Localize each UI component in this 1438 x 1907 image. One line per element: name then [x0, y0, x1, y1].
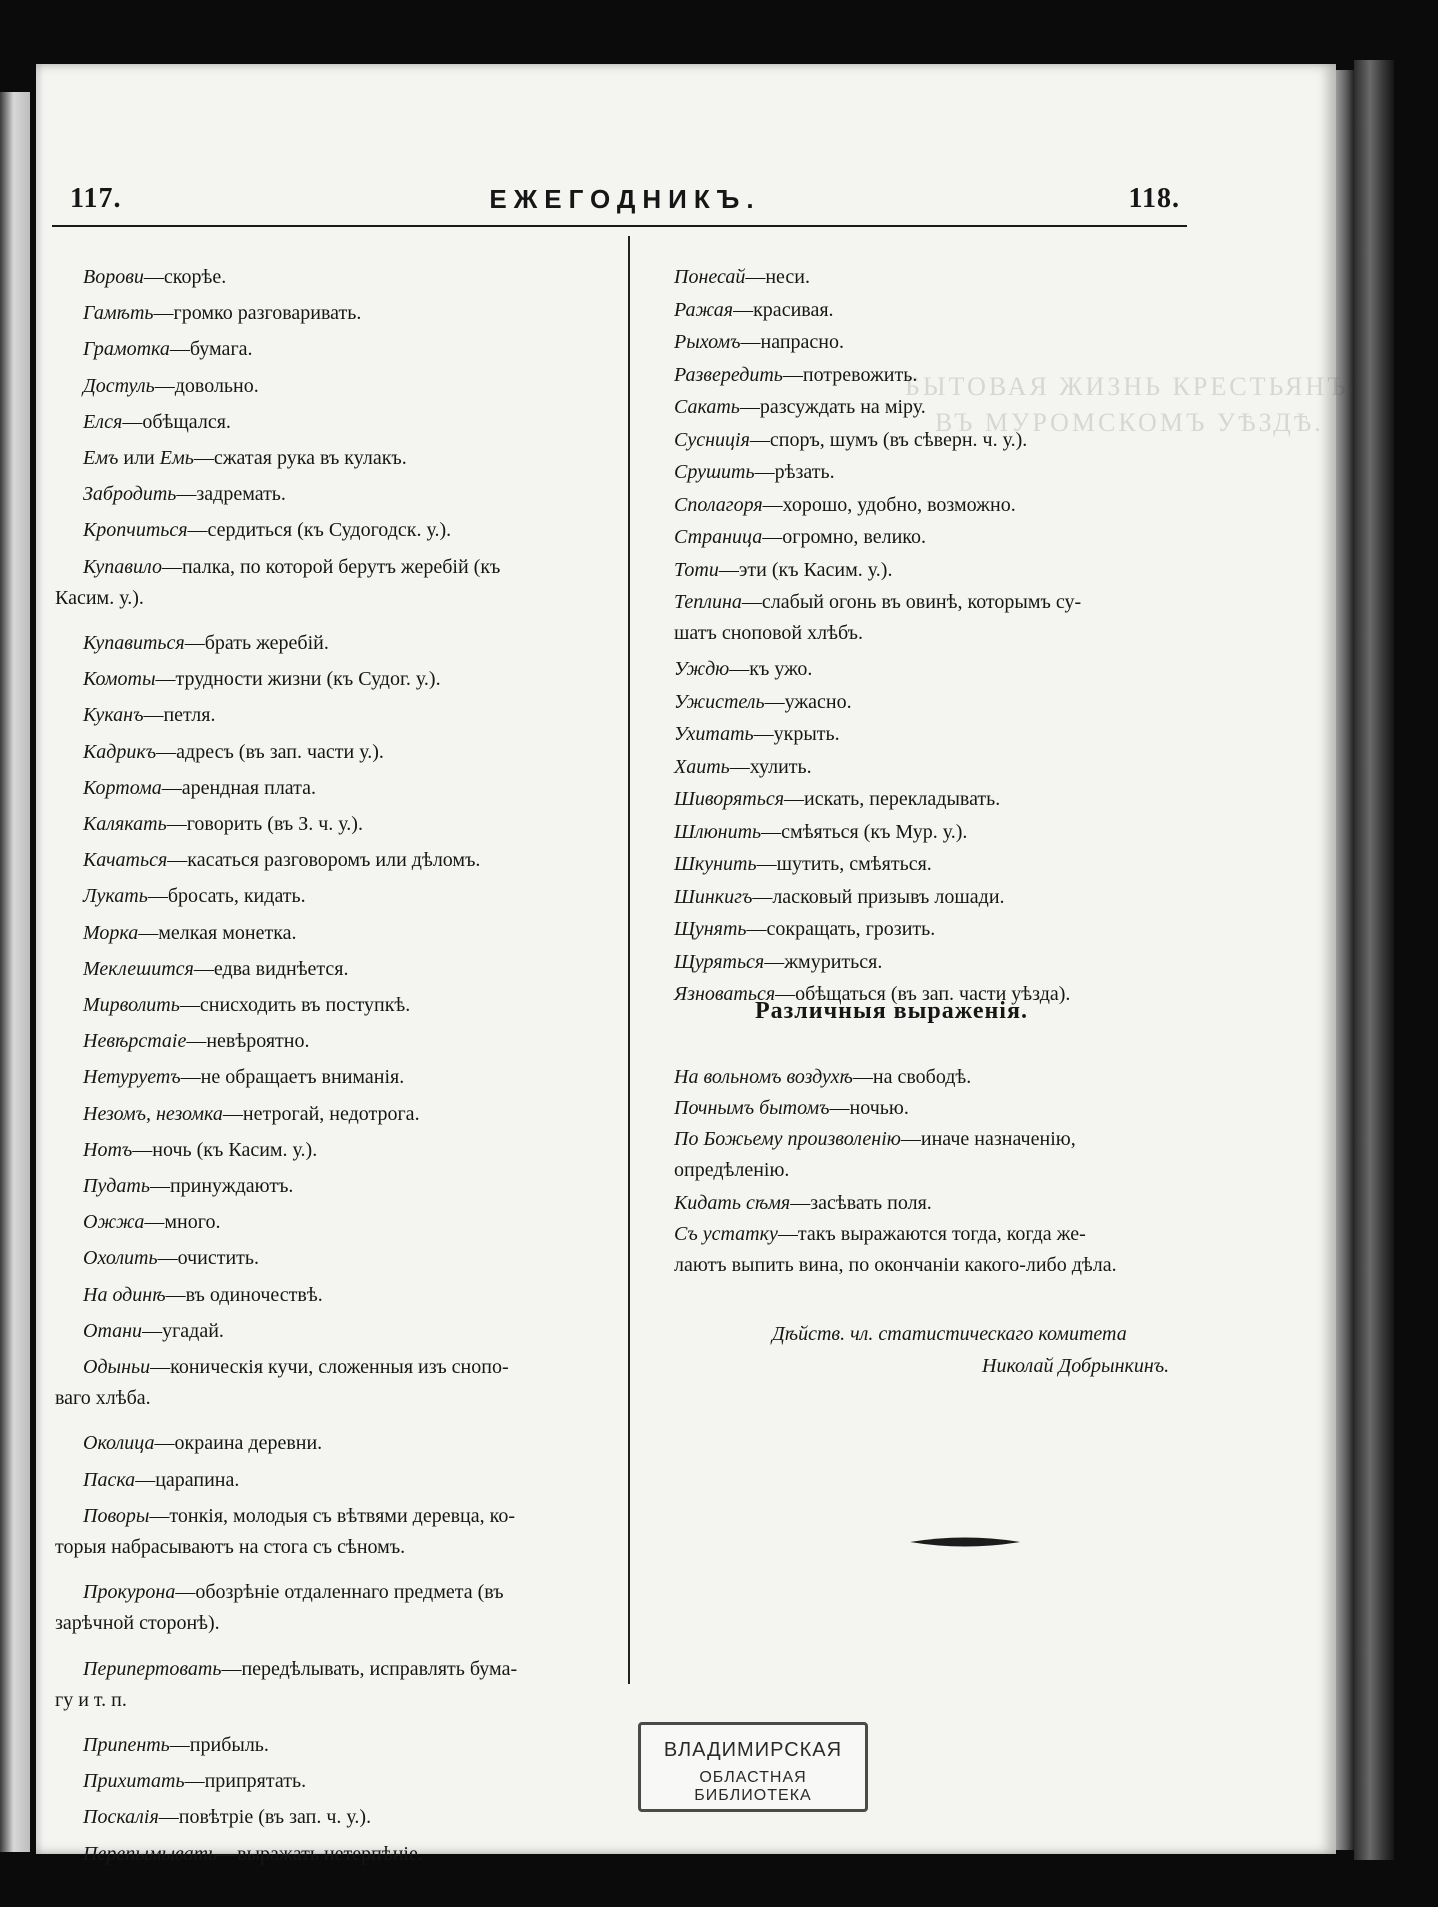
dictionary-entry [672, 425, 1220, 456]
definition: —петля. [143, 704, 216, 727]
definition-continuation: зарѣчной сторонѣ). [55, 1612, 220, 1635]
dictionary-entry [55, 1577, 615, 1639]
dictionary-entry [672, 784, 1220, 815]
running-header [70, 183, 1180, 223]
definition: —снисходить въ поступкѣ. [179, 994, 411, 1016]
definition: —смѣяться (къ Мур. у.). [761, 820, 968, 843]
book-cover-edge [1354, 60, 1394, 1860]
dictionary-entry [55, 371, 615, 402]
stamp-line-1: ВЛАДИМИРСКАЯ [663, 1739, 843, 1761]
definition: —сердиться (къ Судогодск. у.). [187, 519, 452, 542]
definition: —напрасно. [740, 331, 845, 353]
dictionary-entry [672, 687, 1220, 718]
headword: Уждю [674, 658, 730, 680]
headword: Понесай [674, 266, 746, 288]
dictionary-entry [55, 1802, 615, 1833]
headword: Сакать [674, 396, 740, 418]
headword: Меклешится [83, 957, 194, 980]
headword: Шиворяться [674, 788, 785, 810]
headword: Рыхомъ [674, 331, 741, 353]
dictionary-entry [55, 479, 615, 510]
dictionary-entry [55, 1730, 615, 1761]
definition: —скорѣе. [143, 266, 227, 288]
headword: Шкунить [674, 853, 757, 875]
definition: —рѣзать. [754, 461, 835, 483]
definition: —передѣлывать, исправлять бума- [221, 1657, 518, 1680]
headword: Прихитать [83, 1770, 185, 1793]
definition: —ужасно. [764, 690, 852, 713]
headword: Прокурона [83, 1581, 176, 1604]
headword: Поворы [83, 1504, 150, 1527]
dictionary-entry [672, 587, 1220, 649]
definition: —выражать нетерпѣніе. [217, 1842, 423, 1865]
headword: Калякать [83, 813, 167, 835]
definition: —обѣщаться (въ зап. части уѣзда). [775, 983, 1071, 1005]
definition: —засѣвать поля. [790, 1192, 932, 1214]
dictionary-entry [55, 737, 615, 768]
dictionary-entry [55, 809, 615, 840]
headword: Язноваться [674, 983, 776, 1005]
dictionary-entry [672, 522, 1220, 553]
dictionary-entry [672, 1219, 1220, 1281]
definition-continuation: лаютъ выпить вина, по окончаніи какого-либо дѣла. [674, 1254, 1117, 1276]
headword: Невѣрстаіе [83, 1030, 187, 1053]
definition: —повѣтріе (въ зап. ч. у.). [158, 1806, 372, 1829]
headword: Нетуруетъ [83, 1066, 181, 1089]
definition: —потревожить. [782, 363, 918, 386]
dictionary-entry [55, 334, 615, 365]
headword: Ражая [674, 298, 734, 321]
headword: Шинкигъ [674, 885, 753, 908]
definition: —обѣщался. [122, 410, 231, 433]
dictionary-entry [55, 1428, 615, 1459]
headword: Припенть [83, 1734, 170, 1756]
dictionary-entry [55, 628, 615, 659]
headword: Достуль [83, 374, 155, 397]
headword: Околица [83, 1432, 155, 1455]
dictionary-entry [672, 914, 1220, 945]
dictionary-entry [55, 664, 615, 695]
headword: Кадрикъ [83, 740, 157, 763]
definition: —бросать, кидать. [147, 885, 306, 908]
definition: —едва виднѣется. [193, 957, 349, 980]
signature-name: Николай Добрынкинъ. [982, 1355, 1170, 1377]
dictionary-entry [672, 392, 1220, 423]
headword: Лукать [83, 885, 148, 908]
headword: Емъ [83, 447, 119, 469]
definition: —разсуждать на міру. [739, 396, 926, 418]
definition-continuation: Касим. у.). [55, 586, 144, 609]
definition: —неси. [745, 266, 811, 288]
dictionary-entry [55, 1654, 615, 1716]
definition: —на свободѣ. [852, 1066, 972, 1088]
definition: —угадай. [142, 1319, 224, 1342]
definition: —прибыль. [169, 1734, 269, 1756]
definition: —брать жеребій. [184, 632, 329, 654]
dictionary-entry [55, 954, 615, 985]
headword: Пудать [83, 1175, 150, 1197]
definition: —хулить. [729, 755, 812, 778]
dictionary-entry [672, 947, 1220, 978]
stamp-line-2: ОБЛАСТНАЯ БИБЛИОТЕКА [694, 1769, 812, 1804]
definition: —искать, перекладывать. [784, 788, 1001, 810]
headword: На одинѣ [83, 1283, 166, 1306]
headword: Страница [674, 526, 763, 548]
dictionary-entry [672, 882, 1220, 913]
headword: Перепымывать [83, 1842, 218, 1865]
headword: Кропчиться [83, 519, 188, 542]
dictionary-entry [672, 1124, 1220, 1186]
dictionary-entry [672, 849, 1220, 880]
headword: Одыньи [83, 1356, 151, 1378]
headword: Морка [83, 921, 139, 944]
headword: Комоты [83, 668, 156, 691]
definition: —красивая. [733, 298, 834, 321]
definition: —трудности жизни (къ Судог. у.). [155, 668, 441, 691]
definition: —касаться разговоромъ или дѣломъ. [167, 849, 481, 872]
headword: Ухитать [674, 723, 754, 745]
dictionary-entry [55, 1839, 615, 1870]
dictionary-entry [55, 1062, 615, 1093]
definition: —ласковый призывъ лошади. [752, 885, 1005, 908]
definition: —иначе назначенію, [900, 1128, 1076, 1150]
definition: —ночь (къ Касим. у.). [132, 1138, 318, 1161]
headword: Ожжа [83, 1211, 145, 1234]
dictionary-entry [55, 918, 615, 949]
headword: Гамѣть [83, 302, 154, 325]
page-number-right: 118. [1128, 183, 1180, 214]
definition: —палка, по которой берутъ жеребій (къ [161, 555, 501, 578]
dictionary-entry [55, 1026, 615, 1057]
headword-connector: или [118, 447, 160, 469]
header-rule [52, 225, 1187, 227]
definition-continuation: ваго хлѣба. [55, 1387, 151, 1409]
dictionary-entry [672, 262, 1220, 293]
dictionary-entry [55, 990, 615, 1021]
dictionary-entry [55, 1280, 615, 1311]
dictionary-entry [55, 262, 615, 293]
dictionary-entry [55, 1099, 615, 1130]
headword: Качаться [83, 849, 168, 872]
headword: Съ устатку [674, 1223, 778, 1245]
headword: Развередить [674, 363, 783, 386]
dictionary-entry [55, 407, 615, 438]
definition: —задремать. [176, 483, 286, 506]
dictionary-entry [672, 752, 1220, 783]
page-stack-edge [1336, 70, 1354, 1850]
definition: —мелкая монетка. [138, 921, 297, 944]
definition: —громко разговаривать. [153, 302, 362, 325]
dictionary-entry [672, 555, 1220, 586]
definition: —нетрогай, недотрога. [222, 1102, 420, 1125]
definition: —укрыть. [753, 723, 840, 745]
dictionary-entry [672, 719, 1220, 750]
dictionary-entry [672, 1188, 1220, 1219]
definition: —принуждаютъ. [149, 1175, 294, 1197]
dictionary-entry [55, 1171, 615, 1202]
definition: —говорить (въ З. ч. у.). [166, 813, 363, 835]
dictionary-entry [55, 515, 615, 546]
dictionary-entry [55, 298, 615, 329]
closing-ornament [910, 1535, 1020, 1549]
definition: —обозрѣніе отдаленнаго предмета (въ [175, 1581, 504, 1604]
definition: —слабый огонь въ овинѣ, которымъ су- [741, 591, 1082, 613]
headword: Нотъ [83, 1138, 133, 1161]
dictionary-entry [672, 457, 1220, 488]
definition: —жмуриться. [764, 950, 883, 973]
headword: Щунять [674, 918, 747, 940]
definition: —сокращать, грозить. [746, 918, 936, 940]
dictionary-entry [672, 295, 1220, 326]
headword: Купавило [83, 555, 162, 578]
headword: Хаить [674, 755, 730, 778]
definition: —къ ужо. [729, 658, 813, 680]
signature-title: Дѣйств. чл. статистическаго комитета [772, 1323, 1127, 1345]
definition-continuation: шатъ сноповой хлѣбъ. [674, 622, 863, 644]
dictionary-entry [55, 1465, 615, 1496]
definition: —тонкія, молодыя съ вѣтвями деревца, ко- [149, 1504, 515, 1527]
definition-continuation: торыя набрасываютъ на стога съ сѣномъ. [55, 1535, 406, 1558]
previous-page-edge [0, 92, 30, 1852]
definition: —довольно. [154, 374, 259, 397]
definition: —хорошо, удобно, возможно. [762, 493, 1016, 516]
headword: Мирволить [83, 994, 180, 1016]
headword: Шлюнить [674, 820, 762, 843]
headword: Елся [83, 410, 123, 433]
definition: —эти (къ Касим. у.). [718, 558, 893, 581]
running-title: ЕЖЕГОДНИКЪ. [489, 184, 761, 214]
definition: —окраина деревни. [154, 1432, 323, 1455]
dictionary-entry [55, 443, 615, 474]
dictionary-entry [55, 881, 615, 912]
definition: —не обращаетъ вниманія. [180, 1066, 405, 1089]
dictionary-entry [55, 1316, 615, 1347]
dictionary-entry [672, 360, 1220, 391]
headword: Тоти [674, 558, 719, 581]
definition-continuation: гу и т. п. [55, 1688, 127, 1711]
dictionary-entry [672, 1093, 1220, 1124]
definition: —очистить. [157, 1247, 260, 1270]
definition: —много. [144, 1211, 221, 1234]
dictionary-entry [55, 1243, 615, 1274]
headword: Срушить [674, 461, 755, 483]
headword: Грамотка [83, 338, 170, 361]
dictionary-entry [55, 845, 615, 876]
headword: По Божьему произволенію [674, 1128, 901, 1150]
headword: Щуряться [674, 950, 765, 973]
headword: Ворови [83, 266, 144, 288]
headword: Перипертовать [83, 1657, 222, 1680]
headword-variant: Емь [159, 447, 194, 469]
library-stamp [638, 1722, 868, 1812]
definition: —царапина. [135, 1468, 240, 1491]
dictionary-entry [55, 1766, 615, 1797]
headword: Забродить [83, 483, 177, 506]
dictionary-entry [672, 1062, 1220, 1093]
section-title: Различныя выраженія. [755, 998, 1028, 1024]
dictionary-entry [672, 654, 1220, 685]
definition: —припрятать. [184, 1770, 307, 1793]
definition: —бумага. [169, 338, 253, 361]
definition: —шутить, смѣяться. [756, 853, 932, 875]
headword: Теплина [674, 591, 742, 613]
headword: Ужистель [674, 690, 765, 713]
headword: На вольномъ воздухѣ [674, 1066, 853, 1088]
headword: Поскалія [83, 1806, 159, 1829]
page-number-left: 117. [70, 183, 122, 214]
definition: —невѣроятно. [186, 1030, 310, 1053]
definition: —споръ, шумъ (въ сѣверн. ч. у.). [749, 428, 1028, 451]
headword: Купавиться [83, 632, 185, 654]
dictionary-entry [55, 1207, 615, 1238]
headword: Кидать сѣмя [674, 1192, 791, 1214]
definition: —ночью. [829, 1097, 909, 1119]
dictionary-entry [55, 1501, 615, 1563]
column-divider [628, 236, 630, 1684]
headword: Куканъ [83, 704, 144, 727]
dictionary-entry [672, 327, 1220, 358]
definition: —въ одиночествѣ. [165, 1283, 323, 1306]
definition: —такъ выражаются тогда, когда же- [777, 1223, 1086, 1245]
definition-continuation: опредѣленію. [674, 1159, 790, 1181]
dictionary-entry [55, 1135, 615, 1166]
headword: Кортома [83, 776, 162, 799]
headword: Сусниція [674, 428, 750, 451]
dictionary-entry [55, 1352, 615, 1414]
definition: —адресъ (въ зап. части у.). [156, 740, 384, 763]
dictionary-entry [672, 817, 1220, 848]
dictionary-entry [55, 773, 615, 804]
definition: —арендная плата. [161, 776, 317, 799]
dictionary-entry [55, 552, 615, 614]
headword: Незомъ, незомка [83, 1102, 223, 1125]
headword: Почнымъ бытомъ [674, 1097, 830, 1119]
headword: Охолить [83, 1247, 158, 1270]
dictionary-entry [672, 490, 1220, 521]
definition: —сжатая рука въ кулакъ. [193, 447, 407, 469]
headword: Паска [83, 1468, 136, 1491]
headword: Отани [83, 1319, 143, 1342]
dictionary-entry [55, 700, 615, 731]
definition: —огромно, велико. [762, 526, 927, 548]
definition: —коническія кучи, сложенныя изъ снопо- [150, 1356, 509, 1378]
headword: Сполагоря [674, 493, 763, 516]
